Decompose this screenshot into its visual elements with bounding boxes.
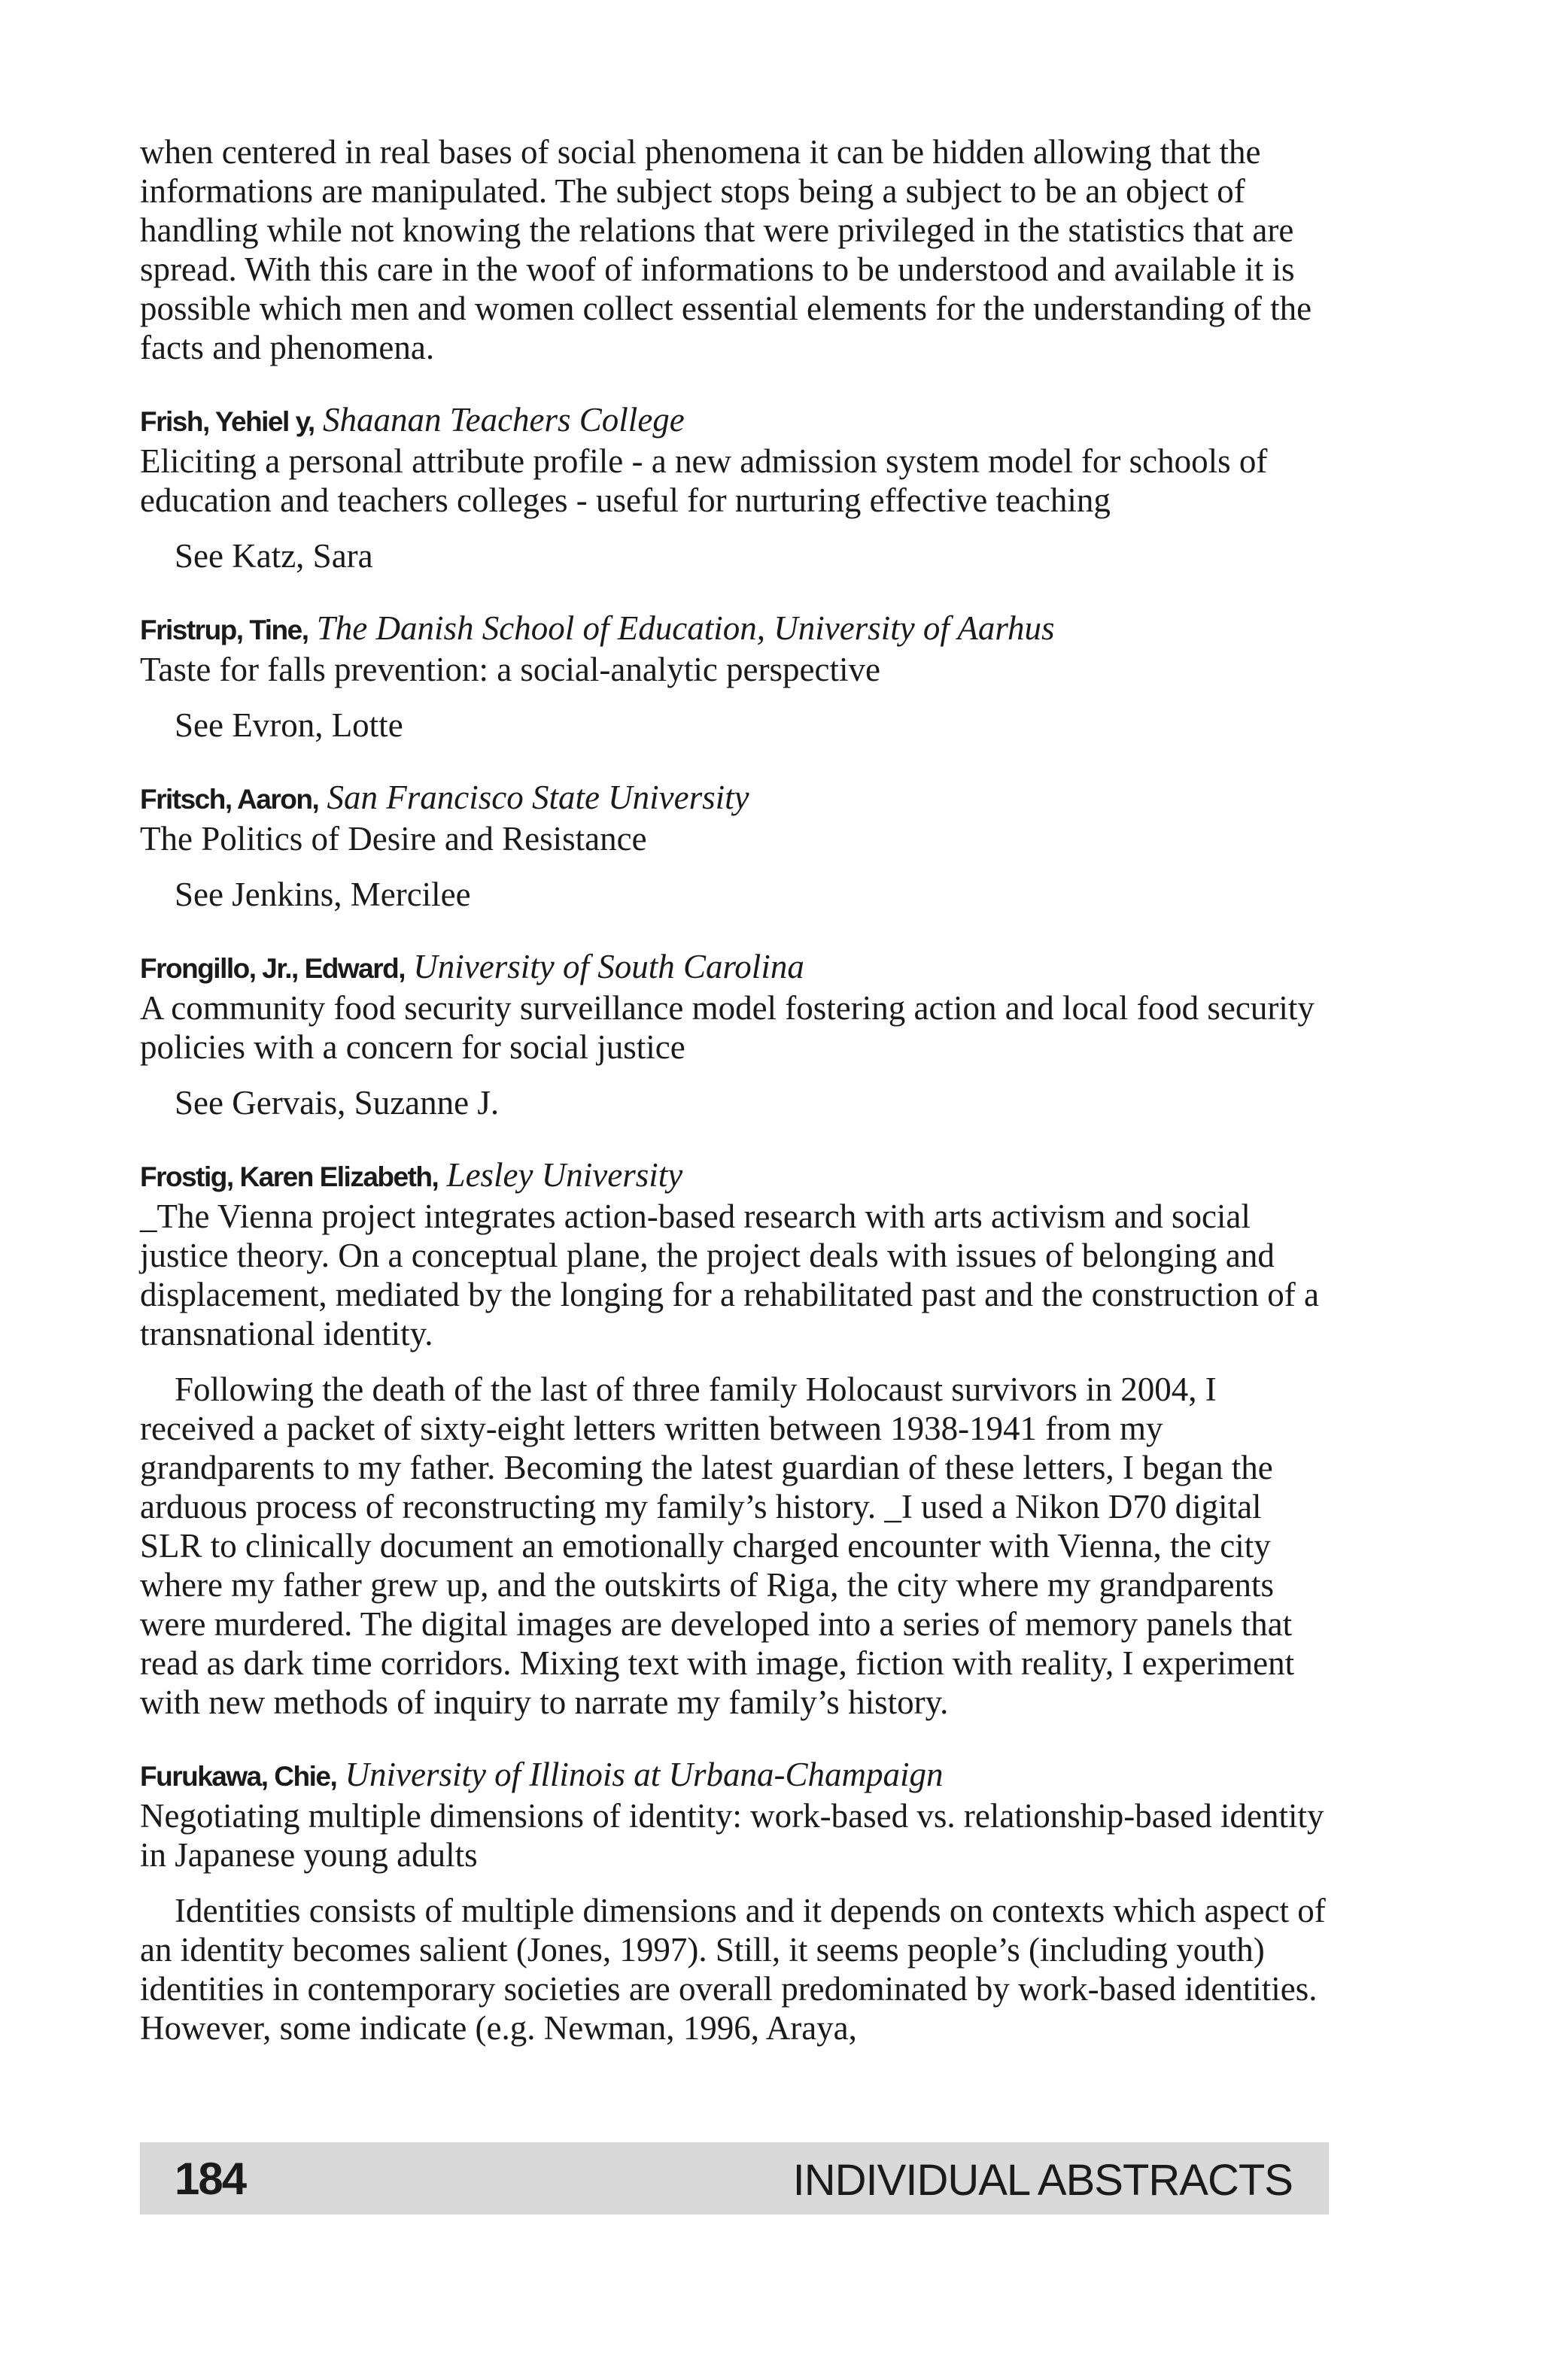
abstract-entry-frostig	[140, 1155, 1329, 1722]
abstract-entry-fristrup	[140, 609, 1329, 745]
abstract-title: Negotiating multiple dimensions of identity: work-based vs. relationship-based identity in Japanese young adults	[140, 1797, 1324, 1874]
abstract-entry-frongillo	[140, 947, 1329, 1122]
see-reference: See Katz, Sara	[175, 537, 373, 575]
page-footer	[140, 2142, 1329, 2215]
abstract-title: Eliciting a personal attribute profile - a new admission system model for schools of education and teachers colleges - useful for nurturing effective teaching	[140, 442, 1268, 519]
entry-heading	[140, 400, 1329, 442]
abstract-title: A community food security surveillance model fostering action and local food security policies with a concern for social justice	[140, 989, 1315, 1066]
abstract-title: Taste for falls prevention: a social-analytic perspective	[140, 651, 880, 688]
author-name: Frongillo, Jr., Edward,	[140, 953, 405, 984]
author-name: Frostig, Karen Elizabeth,	[140, 1161, 439, 1192]
abstract-body: Following the death of the last of three family Holocaust survivors in 2004, I received a packet of sixty-eight letters written between 1938-1941 from my grandparents to my father. Becoming the latest guardian of these letters, I began the arduous process of reconstructing my family’s history. _I used a Nikon D70 digital SLR to clinically document an emotionally charged encounter with Vienna, the city where my father grew up, and the outskirts of Riga, the city where my grandparents were murdered. The digital images are developed into a series of memory panels that read as dark time corridors. Mixing text with image, fiction with reality, I experiment with new methods of inquiry to narrate my family’s history.	[140, 1371, 1295, 1721]
author-institution: San Francisco State University	[327, 779, 749, 816]
abstract-title: _The Vienna project integrates action-based research with arts activism and social justice theory. On a conceptual plane, the project deals with issues of belonging and displacement, mediated by the longing for a rehabilitated past and the construction of a transnational identity.	[140, 1198, 1320, 1352]
entry-heading	[140, 947, 1329, 988]
abstract-entry-frish	[140, 400, 1329, 575]
see-reference: See Gervais, Suzanne J.	[175, 1084, 500, 1122]
author-name: Frish, Yehiel y,	[140, 406, 315, 437]
entry-heading	[140, 778, 1329, 819]
abstract-entry-fritsch	[140, 778, 1329, 914]
author-name: Fritsch, Aaron,	[140, 784, 319, 815]
abstract-title: The Politics of Desire and Resistance	[140, 820, 647, 858]
see-reference: See Jenkins, Mercilee	[175, 876, 471, 913]
author-institution: Lesley University	[446, 1156, 683, 1194]
section-title: INDIVIDUAL ABSTRACTS	[792, 2156, 1293, 2205]
author-name: Furukawa, Chie,	[140, 1761, 337, 1792]
author-institution: University of South Carolina	[413, 948, 804, 985]
entry-heading	[140, 609, 1329, 650]
abstract-body: Identities consists of multiple dimensions and it depends on contexts which aspect of an identity becomes salient (Jones, 1997). Still, it seems people’s (including youth) identities in contemporary societies are overall predominated by work-based identities. However, some indicate (e.g. Newman, 1996, Araya,	[140, 1892, 1326, 2047]
page-content	[140, 132, 1329, 2048]
see-reference: See Evron, Lotte	[175, 706, 403, 744]
page-number: 184	[175, 2154, 246, 2204]
entry-heading	[140, 1755, 1329, 1796]
author-institution: Shaanan Teachers College	[322, 401, 685, 439]
author-name: Fristrup, Tine,	[140, 615, 309, 645]
intro-paragraph: when centered in real bases of social phenomena it can be hidden allowing that the informations are manipulated. The subject stops being a subject to be an object of handling while not knowing the relations that were privileged in the statistics that are spread. With this care in the woof of informations to be understood and available it is possible which men and women collect essential elements for the understanding of the facts and phenomena.	[140, 133, 1312, 366]
author-institution: University of Illinois at Urbana-Champaign	[345, 1756, 944, 1793]
entry-heading	[140, 1155, 1329, 1197]
abstract-entry-furukawa	[140, 1755, 1329, 2048]
author-institution: The Danish School of Education, University of Aarhus	[316, 609, 1055, 647]
